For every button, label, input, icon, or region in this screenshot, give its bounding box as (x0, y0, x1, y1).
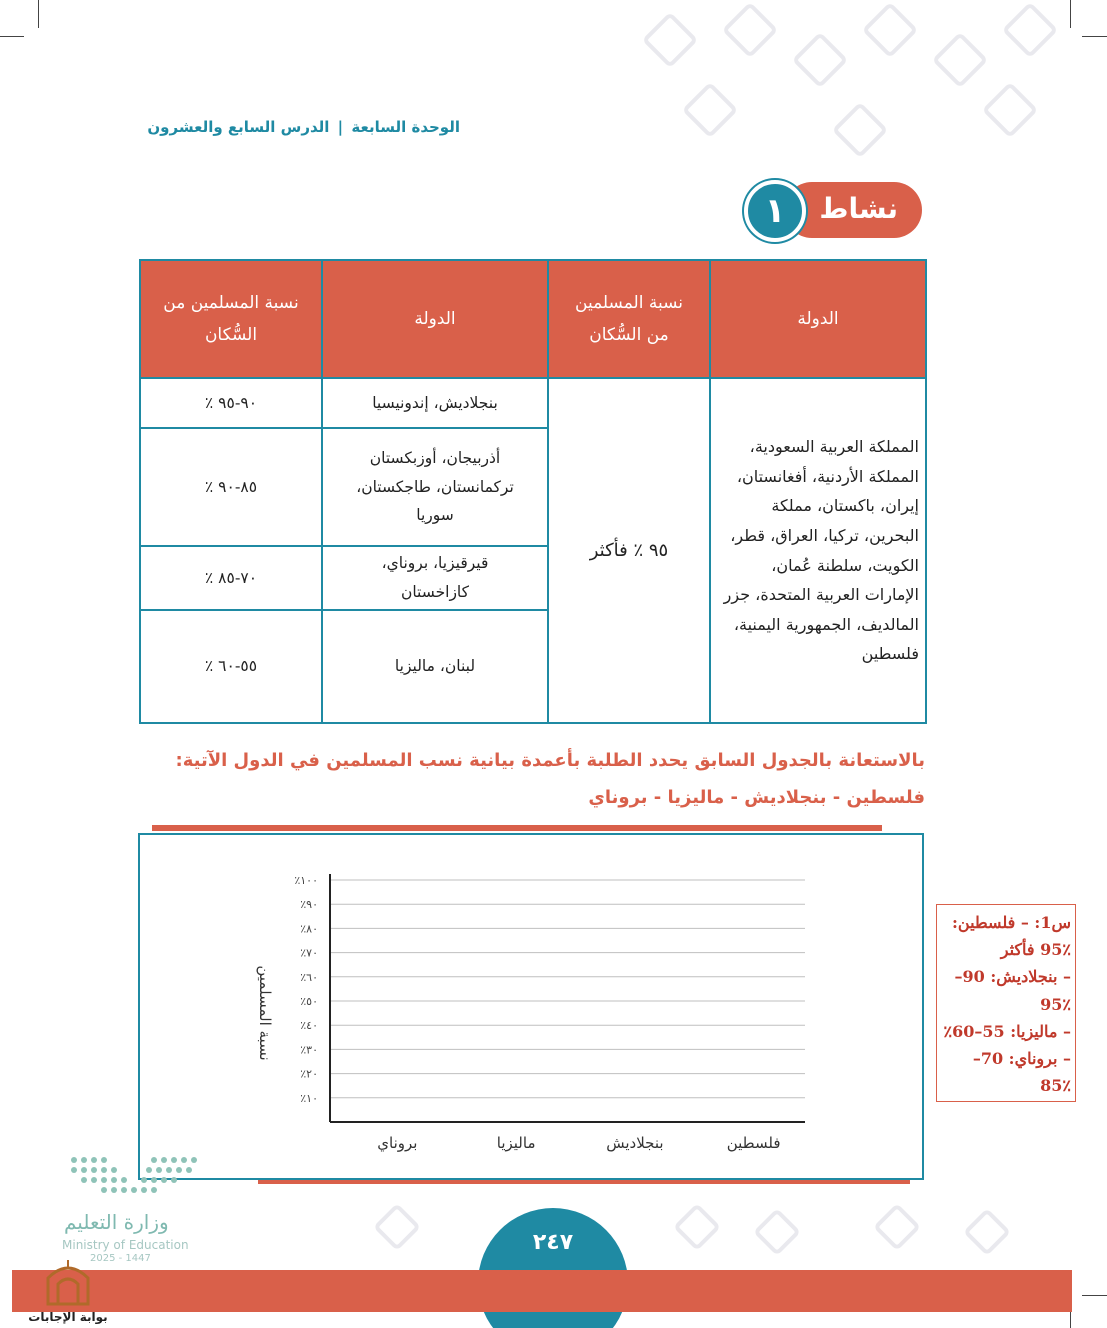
table-header: نسبة المسلمين من السُّكان (548, 260, 710, 378)
crop-mark (38, 0, 39, 28)
ministry-dots-icon (64, 1152, 200, 1200)
table-cell-countries: قيرقيزيا، بروناي، كازاخستان (322, 546, 548, 610)
answer-line: 95٪ فأكثر (1000, 940, 1071, 960)
decoration (963, 1208, 1011, 1256)
table-cell-percent: ٥٥-٦٠ ٪ (140, 610, 322, 723)
activity-number-circle (744, 180, 806, 242)
footer-band (12, 1270, 1072, 1312)
decoration (873, 1203, 921, 1251)
decoration (1002, 2, 1059, 59)
answer-line: – بنجلاديش: 90– (954, 967, 1071, 987)
table-cell-countries: المملكة العربية السعودية، المملكة الأردنية، أفغانستان، إيران، باكستان، مملكة البحرين، تركيا، العراق، قطر، الكويت، سلطنة عُمان، الإمارات العربية المتحدة، جزر المالديف، الجمهورية اليمنية، فلسطين (710, 378, 926, 723)
instruction-countries: فلسطين - بنجلاديش - ماليزيا - بروناي (588, 787, 925, 808)
answer-line: – ماليزيا: 55–60٪ (943, 1021, 1071, 1041)
y-tick-label: ٪٦٠ (300, 970, 318, 984)
decoration (753, 1208, 801, 1256)
table-header: الدولة (322, 260, 548, 378)
ministry-name-ar: وزارة التعليم (64, 1210, 169, 1234)
activity-badge (744, 180, 922, 240)
x-category-label: ماليزيا (496, 1134, 536, 1152)
answer-box (936, 904, 1076, 1102)
watermark-text: بوابة الإجابات (28, 1310, 108, 1324)
decoration (832, 102, 889, 159)
table-cell-percent: ٧٠-٨٥ ٪ (140, 546, 322, 610)
y-tick-label: ٪٨٠ (300, 922, 318, 936)
page-header (130, 118, 460, 136)
answer-line: 95٪ (1040, 994, 1071, 1014)
x-category-label: بروناي (377, 1134, 418, 1152)
table-cell-percent: ٩٥ ٪ فأكثر (548, 378, 710, 723)
chart-frame (138, 833, 924, 1180)
answer-line: س1: – فلسطين: (952, 913, 1071, 932)
mosque-icon (28, 1258, 108, 1306)
table-header: نسبة المسلمين من السُّكان (140, 260, 322, 378)
ministry-logo (60, 1150, 210, 1270)
header-separator: | (337, 118, 344, 136)
table-cell-percent: ٩٠-٩٥ ٪ (140, 378, 322, 428)
y-tick-label: ٪٧٠ (300, 946, 318, 960)
decoration (722, 2, 779, 59)
watermark (28, 1258, 108, 1324)
page-number: ٢٤٧ (532, 1230, 574, 1255)
decoration (373, 1203, 421, 1251)
y-tick-label: ٪٤٠ (300, 1019, 318, 1033)
table-header: الدولة (710, 260, 926, 378)
y-tick-label: ٪٩٠ (300, 898, 318, 912)
accent-bar (258, 1180, 910, 1184)
decoration (642, 12, 699, 69)
y-tick-label: ٪٥٠ (300, 995, 318, 1008)
decoration (932, 32, 989, 89)
table-row (140, 378, 926, 428)
decoration (682, 82, 739, 139)
bar-chart (140, 835, 926, 1182)
table-cell-countries: لبنان، ماليزيا (322, 610, 548, 723)
table-header-row (140, 260, 926, 378)
unit-label: الوحدة السابعة (351, 118, 460, 136)
instruction-line: بالاستعانة بالجدول السابق يحدد الطلبة بأعمدة بيانية نسب المسلمين في الدول الآتية: (175, 750, 925, 771)
muslim-population-table (139, 259, 927, 724)
decoration (862, 2, 919, 59)
crop-mark (1082, 1295, 1107, 1296)
decoration (673, 1203, 721, 1251)
x-category-label: فلسطين (726, 1134, 781, 1152)
y-tick-label: ٪١٠٠ (294, 874, 318, 887)
y-tick-label: ٪١٠ (300, 1091, 318, 1105)
answer-line: – بروناي: 70– (972, 1048, 1071, 1068)
table-cell-countries: أذربيجان، أوزبكستان تركمانستان، طاجكستان، سوريا (322, 428, 548, 546)
table-cell-percent: ٨٥-٩٠ ٪ (140, 428, 322, 546)
answer-line: 85٪ (1040, 1076, 1071, 1096)
y-axis-label: نسبة المسلمين (256, 965, 274, 1061)
table-cell-countries: بنجلاديش، إندونيسيا (322, 378, 548, 428)
decoration (792, 32, 849, 89)
lesson-label: الدرس السابع والعشرون (147, 118, 330, 136)
crop-mark (1070, 0, 1071, 28)
decoration (982, 82, 1039, 139)
ministry-name-en: Ministry of Education (62, 1238, 189, 1252)
y-tick-label: ٪٢٠ (300, 1067, 318, 1081)
y-tick-label: ٪٣٠ (300, 1043, 318, 1057)
crop-mark (0, 36, 24, 37)
accent-bar (152, 825, 882, 831)
x-category-label: بنجلاديش (606, 1134, 664, 1152)
activity-label: نشاط (819, 192, 898, 225)
activity-number: ١ (764, 191, 786, 231)
ministry-year: 2025 - 1447 (90, 1253, 151, 1264)
crop-mark (1082, 36, 1107, 37)
